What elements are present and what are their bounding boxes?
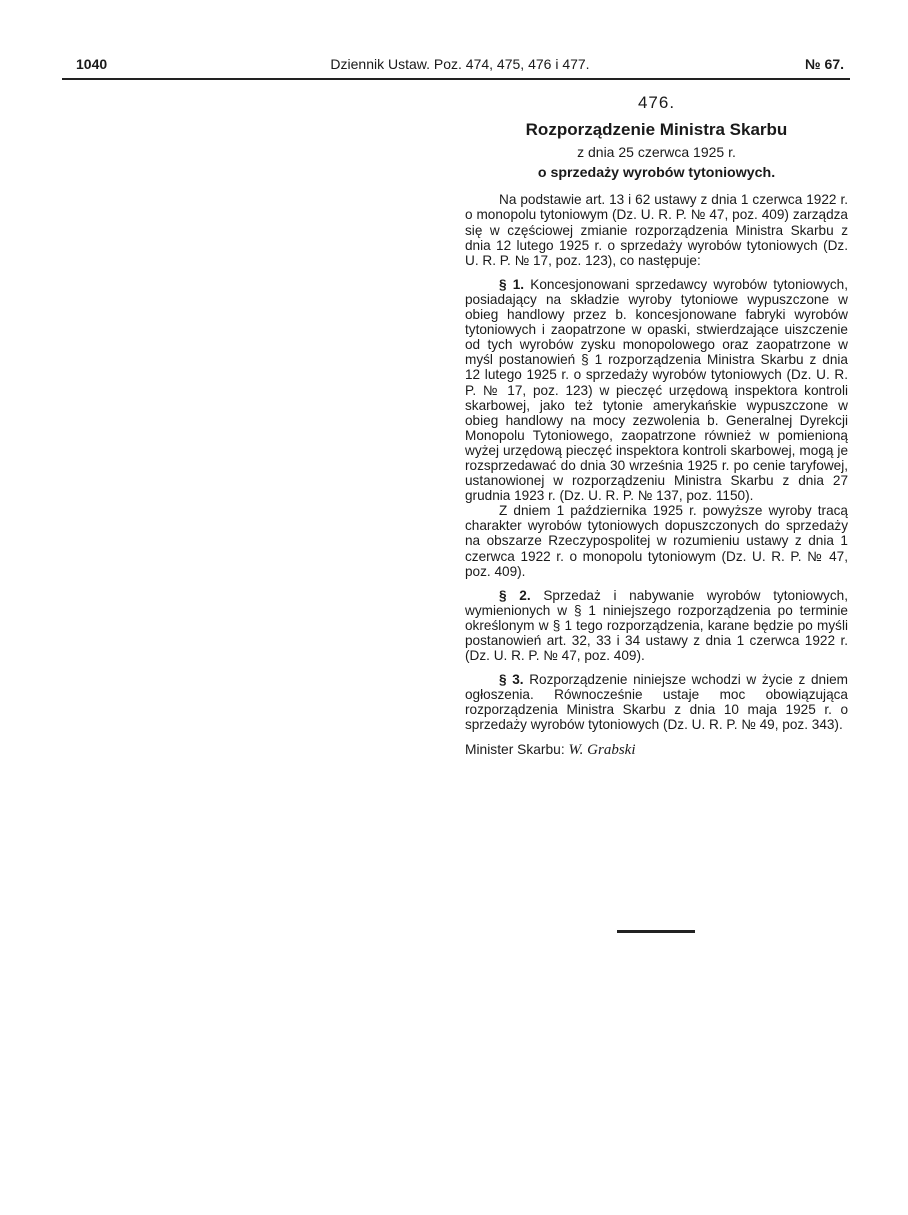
section-1-mark: § 1.	[499, 276, 525, 292]
section-3	[465, 672, 848, 732]
journal-title: Dziennik Ustaw. Poz. 474, 475, 476 i 477.	[330, 56, 590, 72]
act-subject: o sprzedaży wyrobów tytoniowych.	[537, 165, 776, 182]
signature-role: Minister Skarbu:	[465, 741, 565, 757]
act-date: z dnia 25 czerwca 1925 r.	[577, 144, 736, 161]
page-number: 1040	[76, 56, 108, 72]
section-1-text: Koncesjonowani sprzedawcy wyrobów tytoniowych, posiadający na składzie wyroby tytoniowe wypuszczone w obieg handlowy przez b. koncesjonowane fabryki wyrobów tytoniowych i zaopatrzone w opaski, stwierdzające uiszczenie od tych wyrobów zysku monopolowego oraz zaopatrzone w myśl postanowień § 1 rozporządzenia Ministra Skarbu z dnia 12 lutego 1925 r. o sprzedaży wyrobów tytoniowych (Dz. U. R. P. № 17, poz. 123) w pieczęć urzędową inspektora kontroli skarbowej, jako też tytonie amerykańskie wypuszczone w obieg handlowy na mocy zezwolenia b. Generalnej Dyrekcji Monopolu Tytoniowego, zaopatrzone również w pomienioną wyżej urzędową pieczęć inspektora kontroli skarbowej, mogą je rozsprzedawać do dnia 30 września 1925 r. po cenie taryfowej, ustanowionej w rozporządzeniu Ministra Skarbu z dnia 27 grudnia 1923 r. (Dz. U. R. P. № 137, poz. 1150).	[465, 276, 848, 504]
section-1-continuation: Z dniem 1 października 1925 r. powyższe wyroby tracą charakter wyrobów tytoniowych dopuszczonych do sprzedaży na obszarze Rzeczypospolitej w rozumieniu ustawy z dnia 1 czerwca 1922 r. o monopolu tytoniowym (Dz. U. R. P. № 47, poz. 409).	[465, 503, 848, 579]
act-column	[465, 95, 848, 758]
act-title: Rozporządzenie Ministra Skarbu	[525, 120, 788, 140]
act-number: 476.	[637, 93, 676, 112]
signature-name: W. Grabski	[568, 741, 636, 758]
section-3-mark: § 3.	[499, 672, 524, 688]
section-2	[465, 588, 848, 663]
header-rule	[62, 78, 850, 80]
section-1	[465, 277, 848, 503]
section-3-text: Rozporządzenie niniejsze wchodzi w życie z dniem ogłoszenia. Równocześnie ustaje moc obowiązująca rozporządzenia Ministra Skarbu z dnia 10 maja 1925 r. o sprzedaży wyrobów tytoniowych (Dz. U. R. P. № 49, poz. 343).	[465, 672, 848, 733]
end-rule	[617, 930, 695, 933]
signature	[465, 742, 848, 758]
issue-number: № 67.	[805, 56, 844, 72]
section-2-mark: § 2.	[499, 587, 531, 603]
page-header	[70, 56, 850, 78]
section-2-text: Sprzedaż i nabywanie wyrobów tytoniowych, wymienionych w § 1 niniejszego rozporządzenia po terminie określonym w § 1 tego rozporządzenia, karane będzie po myśli postanowień art. 32, 33 i 34 ustawy z dnia 1 czerwca 1922 r. (Dz. U. R. P. № 47, poz. 409).	[465, 587, 848, 664]
preamble: Na podstawie art. 13 i 62 ustawy z dnia 1 czerwca 1922 r. o monopolu tytoniowym (Dz. U. R. P. № 47, poz. 409) zarządza się w częściowej zmianie rozporządzenia Ministra Skarbu z dnia 12 lutego 1925 r. o sprzedaży wyrobów tytoniowych (Dz. U. R. P. № 17, poz. 123), co następuje:	[465, 192, 848, 268]
